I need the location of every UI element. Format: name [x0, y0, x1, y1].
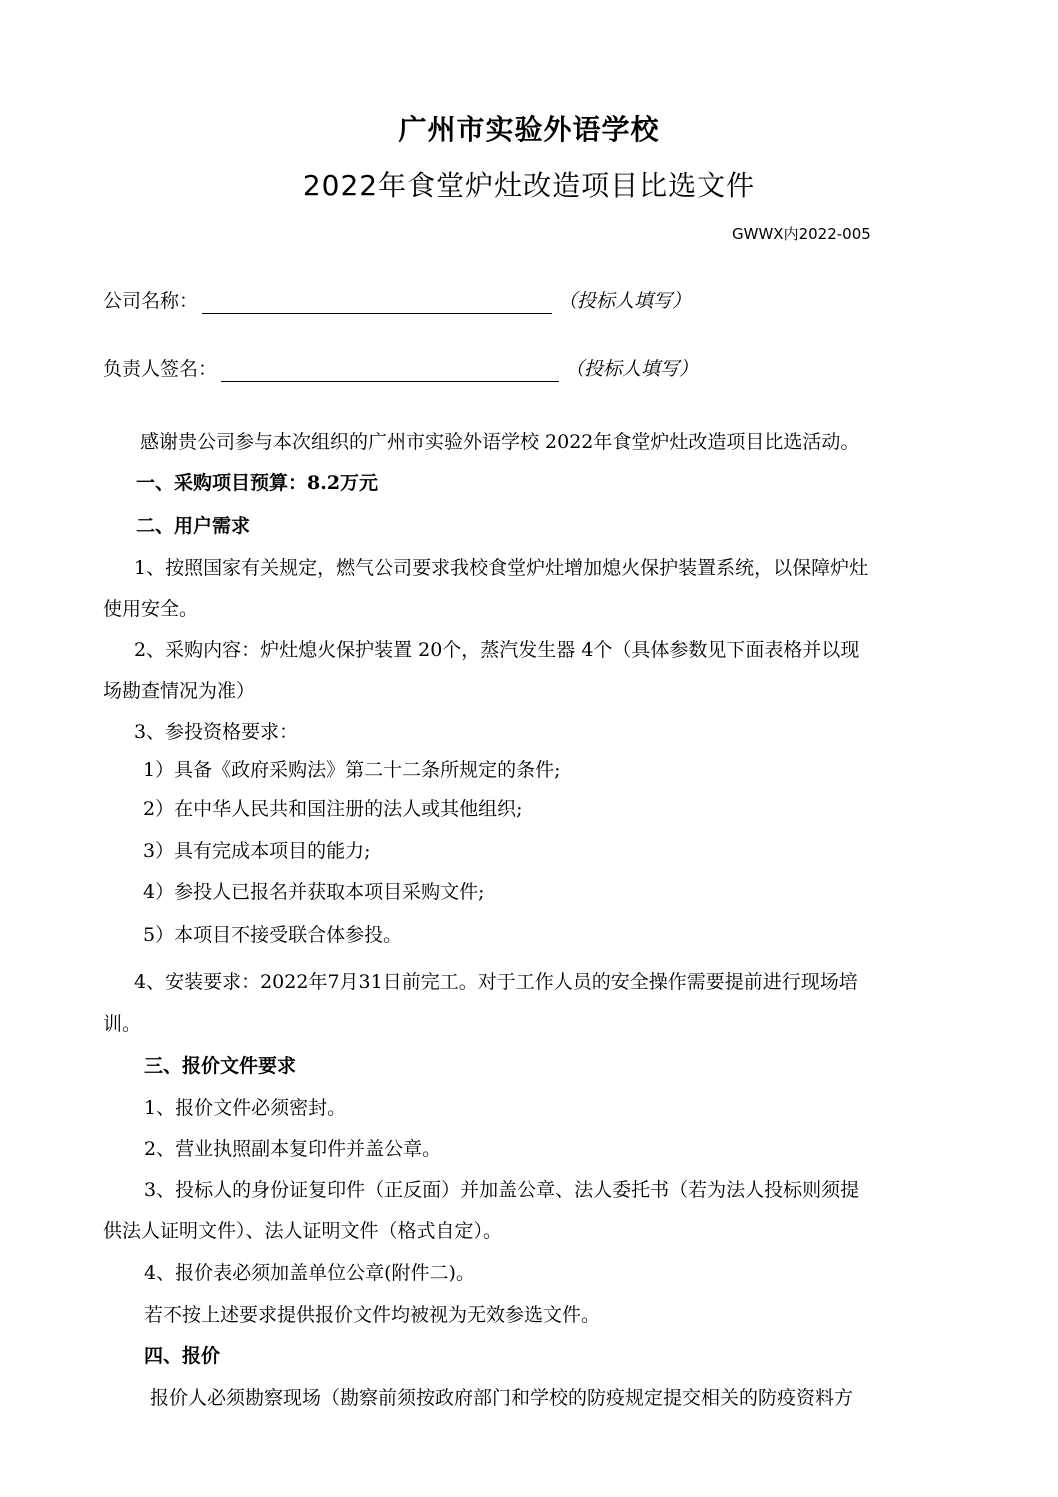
requirement-3-heading: 3、参投资格要求：	[134, 721, 299, 743]
company-name-blank[interactable]	[202, 291, 552, 314]
requirement-4-line1: 4、安装要求：2022年7月31日前完工。对于工作人员的安全操作需要提前进行现场培	[134, 971, 858, 993]
intro-paragraph: 感谢贵公司参与本次组织的广州市实验外语学校 2022年食堂炉灶改造项目比选活动。	[140, 431, 860, 453]
document-subtitle: 2022年食堂炉灶改造项目比选文件	[302, 169, 756, 202]
document-title: 广州市实验外语学校	[398, 113, 660, 146]
company-name-field	[103, 288, 691, 314]
qualification-2: 2）在中华人民共和国注册的法人或其他组织;	[143, 798, 523, 820]
section-requirements-heading: 二、用户需求	[136, 515, 251, 537]
requirement-1-line2: 使用安全。	[103, 598, 199, 620]
invalid-notice: 若不按上述要求提供报价文件均被视为无效参选文件。	[144, 1304, 601, 1326]
company-name-hint: （投标人填写）	[558, 290, 692, 312]
quote-doc-2: 2、营业执照副本复印件并盖公章。	[144, 1138, 442, 1160]
signer-hint: （投标人填写）	[565, 358, 699, 380]
requirement-4-line2: 训。	[103, 1013, 142, 1035]
quote-doc-4: 4、报价表必须加盖单位公章(附件二)。	[144, 1262, 475, 1284]
signer-field	[103, 356, 698, 382]
section-quote-docs-heading: 三、报价文件要求	[144, 1055, 297, 1077]
qualification-1: 1）具备《政府采购法》第二十二条所规定的条件;	[143, 759, 561, 781]
quote-paragraph: 报价人必须勘察现场（勘察前须按政府部门和学校的防疫规定提交相关的防疫资料方	[150, 1387, 854, 1409]
quote-doc-3-line1: 3、投标人的身份证复印件（正反面）并加盖公章、法人委托书（若为法人投标则须提	[144, 1179, 860, 1201]
requirement-2-line2: 场勘查情况为准）	[103, 680, 256, 702]
qualification-3: 3）具有完成本项目的能力;	[143, 840, 371, 862]
quote-doc-3-line2: 供法人证明文件）、法人证明文件（格式自定）。	[103, 1220, 503, 1242]
section-quote-heading: 四、报价	[144, 1345, 221, 1367]
document-number: GWWX内2022-005	[732, 225, 871, 243]
requirement-2-line1: 2、采购内容：炉灶熄火保护装置 20个，蒸汽发生器 4个（具体参数见下面表格并以现	[134, 639, 860, 661]
qualification-5: 5）本项目不接受联合体参投。	[143, 924, 403, 946]
signer-label: 负责人签名：	[103, 358, 218, 380]
requirement-1-line1: 1、按照国家有关规定，燃气公司要求我校食堂炉灶增加熄火保护装置系统，以保障炉灶	[134, 557, 869, 579]
quote-doc-1: 1、报价文件必须密封。	[144, 1097, 347, 1119]
company-name-label: 公司名称：	[103, 290, 199, 312]
signer-blank[interactable]	[221, 359, 559, 382]
section-budget-heading: 一、采购项目预算：8.2万元	[136, 472, 379, 494]
qualification-4: 4）参投人已报名并获取本项目采购文件;	[143, 881, 485, 903]
